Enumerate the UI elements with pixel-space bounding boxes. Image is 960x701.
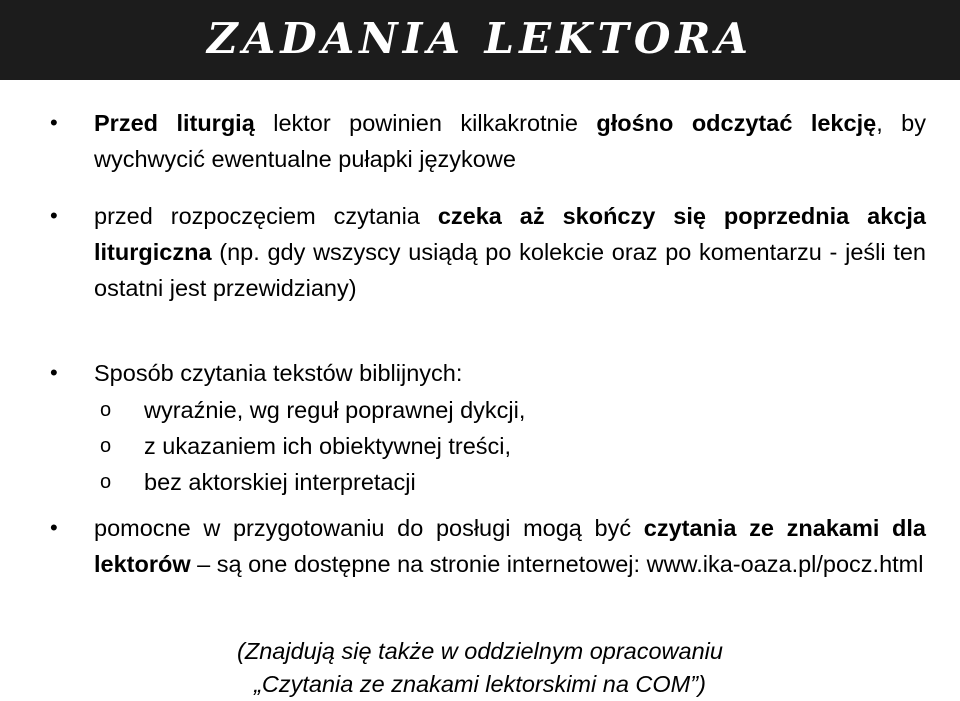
bullet-icon: • [50, 110, 58, 135]
bold-phrase: Przed liturgią [94, 110, 255, 136]
bullet-text [94, 105, 926, 177]
sub-item-text: bez aktorskiej interpretacji [144, 469, 416, 495]
text-fragment: lektor powinien kilkakrotnie [254, 110, 597, 136]
bold-phrase: głośno odczytać lekcję [596, 110, 877, 136]
bullet-icon: • [50, 203, 58, 228]
bullet-text [94, 198, 926, 306]
bold-phrase: czeka aż skończy się poprzednia akcja liturgiczna [94, 203, 926, 265]
text-fragment: , by wychwycić ewentualne pułapki językowe [94, 110, 926, 172]
website-link[interactable]: www.ika-oaza.pl/pocz.html [646, 551, 924, 577]
bold-phrase: czytania ze znakami dla lektorów [94, 515, 926, 577]
sub-item-text: z ukazaniem ich obiektywnej treści, [144, 433, 512, 459]
sub-item-1 [0, 392, 960, 428]
bullet-icon: • [50, 515, 58, 540]
text-fragment: Sposób czytania tekstów biblijnych: [94, 360, 463, 386]
note-line-1: (Znajdują się także w oddzielnym opracowaniu [237, 638, 723, 664]
sub-item-2 [0, 428, 960, 464]
text-fragment: (np. gdy wszyscy usiądą po kolekcie oraz po komentarzu - jeśli ten ostatni jest przewidziany) [94, 239, 926, 301]
page-title: ZADANIA LEKTORA [207, 13, 753, 63]
text-fragment: – są one dostępne na stronie internetowej: [190, 551, 647, 577]
note-line-2: „Czytania ze znakami lektorskimi na COM”) [254, 671, 706, 697]
sub-item-text: wyraźnie, wg reguł poprawnej dykcji, [144, 397, 526, 423]
bullet-text [94, 355, 926, 391]
text-fragment: przed rozpoczęciem czytania [94, 203, 438, 229]
bullet-icon: • [50, 360, 58, 385]
sub-bullet-icon: o [100, 399, 112, 421]
title-bar [0, 0, 960, 80]
sub-item-3 [0, 464, 960, 500]
sub-bullet-icon: o [100, 435, 112, 457]
bullet-text [94, 510, 926, 582]
sub-bullet-icon: o [100, 471, 112, 493]
text-fragment: pomocne w przygotowaniu do posługi mogą być [94, 515, 644, 541]
